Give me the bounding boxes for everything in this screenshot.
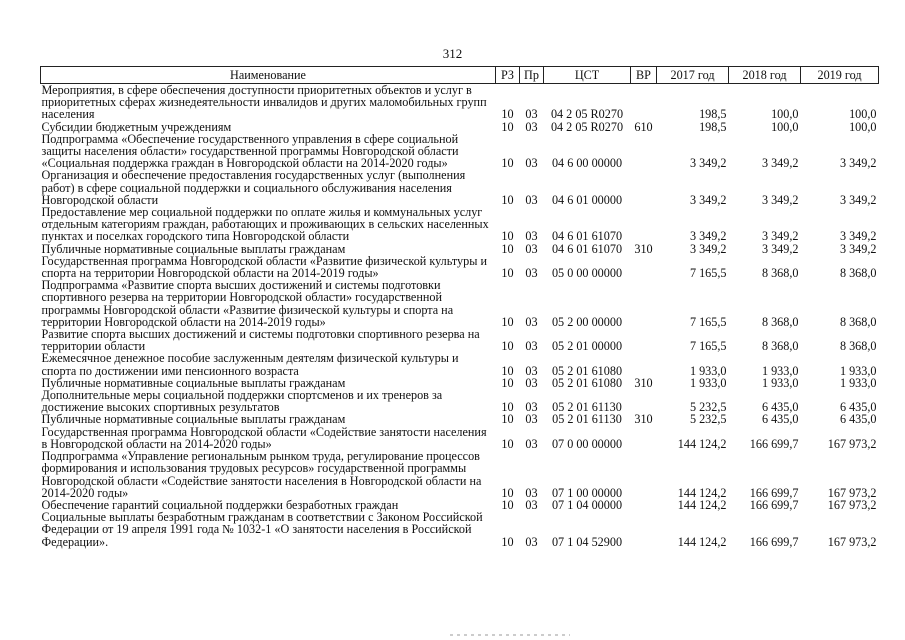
row-2019-cell: 8 368,0 [839,266,877,281]
col-header-rz: РЗ [496,67,520,84]
row-2018-cell: 166 699,7 [749,534,799,549]
row-vr-cell: 310 [634,241,653,256]
table-header-row [41,67,879,84]
row-2019-cell: 100,0 [849,107,877,122]
row-rz-cell: 10 [501,229,514,244]
table-row [41,133,879,170]
row-cst-cell: 05 2 01 61130 [552,400,622,415]
row-name-cell: Организация и обеспечение предоставления государственных услуг (выполнения работ) в сфере социальной поддержки и социального обслуживания населения Новгородской области [41,168,466,207]
row-pr-cell: 03 [525,485,538,500]
table-row [41,426,879,450]
row-name-cell: Обеспечение гарантий социальной поддержки безработных граждан [41,497,399,512]
row-rz-cell: 10 [501,485,514,500]
row-2018-cell: 6 435,0 [761,400,799,415]
row-pr-cell: 03 [525,314,538,329]
row-name-cell: Публичные нормативные социальные выплаты гражданам [41,412,346,427]
row-vr-cell: 310 [634,412,653,427]
row-vr-cell [631,169,657,206]
row-cst-cell: 04 2 05 R0270 [550,107,624,122]
row-vr-cell [631,133,657,170]
col-header-cst: ЦСТ [544,67,631,84]
row-pr-cell: 03 [525,375,538,390]
row-vr-cell [631,450,657,499]
row-name-cell: Подпрограмма «Обеспечение государственного управления в сфере социальной защиты населения области» государственной программы Новгородской области «Социальная поддержка граждан в Новгородской области на 2014-2020 годы» [41,131,459,171]
table-row [41,413,879,425]
row-vr-cell [631,206,657,243]
row-rz-cell: 10 [501,497,514,512]
row-vr-cell [631,499,657,511]
row-name-cell: Государственная программа Новгородской области «Развитие физической культуры и спорта на территории Новгородской области на 2014-2019 годы» [41,253,487,281]
row-cst-cell: 04 6 00 00000 [551,156,623,171]
row-2019-cell: 8 368,0 [839,314,877,329]
row-vr-cell [631,84,657,121]
row-2017-cell: 144 124,2 [677,534,727,549]
col-header-2019: 2019 год [801,67,879,84]
row-name-cell: Ежемесячное денежное пособие заслуженным деятелям физической культуры и спорта по достижении ими пенсионного возраста [41,351,459,378]
row-cst-cell: 04 6 01 00000 [551,192,623,207]
row-name-cell: Мероприятия, в сфере обеспечения доступности приоритетных объектов и услуг в приоритетных сферах жизнедеятельности инвалидов и других маломобильных групп населения [41,83,487,122]
row-2019-cell: 100,0 [849,119,877,134]
row-name-cell: Публичные нормативные социальные выплаты гражданам [41,241,346,256]
row-cst-cell: 04 6 01 61070 [551,241,623,256]
table-row [41,84,879,121]
row-vr-cell [631,511,657,548]
row-cst-cell: 05 2 01 61080 [551,363,623,378]
table-row [41,352,879,376]
row-cst-cell: 05 2 01 00000 [551,339,623,354]
row-2018-cell: 166 699,7 [749,497,799,512]
row-2019-cell: 3 349,2 [839,241,877,256]
row-cst-cell: 05 2 00 00000 [551,314,623,329]
row-cst-cell: 05 2 01 61080 [551,375,623,390]
row-2019-cell: 1 933,0 [839,375,877,390]
row-2018-cell: 8 368,0 [761,266,799,281]
row-cst-cell: 05 2 01 61130 [552,412,622,427]
row-name-cell: Государственная программа Новгородской области «Содействие занятости населения в Новгородской области на 2014-2020 годы» [41,424,487,451]
row-2017-cell: 3 349,2 [689,192,727,207]
row-name-cell: Социальные выплаты безработным гражданам в соответствии с Законом Российской Федерации от 19 апреля 1991 года № 1032-1 «О занятости населения в Российской Федерации». [41,510,483,549]
table-row [41,328,879,352]
row-2019-cell: 3 349,2 [839,192,877,207]
col-header-pr: Пр [520,67,544,84]
row-cst-cell: 07 1 00 00000 [551,485,623,500]
col-header-2018: 2018 год [729,67,801,84]
row-rz-cell: 10 [501,192,514,207]
row-name-cell: Публичные нормативные социальные выплаты гражданам [41,375,346,390]
row-2019-cell: 8 368,0 [839,339,877,354]
row-pr-cell: 03 [525,192,538,207]
row-rz-cell: 10 [501,339,514,354]
row-2017-cell: 5 232,5 [689,400,727,415]
table-body [41,84,879,548]
row-2019-cell: 167 973,2 [827,485,877,500]
row-2018-cell: 1 933,0 [761,375,799,390]
row-cst-cell: 04 6 01 61070 [551,229,623,244]
row-pr-cell: 03 [525,156,538,171]
row-name-cell: Предоставление мер социальной поддержки по оплате жилья и коммунальных услуг отдельным категориям граждан, работающих и проживающих в сельских населенных пунктах и поселках городского типа Новгородской области [41,205,489,244]
row-2017-cell: 144 124,2 [677,436,727,451]
row-cst-cell: 05 0 00 00000 [551,266,623,281]
row-rz-cell: 10 [501,534,514,549]
row-2019-cell: 3 349,2 [839,229,877,244]
row-rz-cell: 10 [501,436,514,451]
table-row [41,450,879,499]
row-cst-cell: 07 1 04 52900 [551,534,623,549]
row-2019-cell: 167 973,2 [827,436,877,451]
row-name-cell: Развитие спорта высших достижений и системы подготовки спортивного резерва на территории области [41,327,480,354]
row-vr-cell [631,328,657,352]
row-pr-cell: 03 [525,107,538,122]
row-2017-cell: 7 165,5 [689,266,727,281]
row-2019-cell: 167 973,2 [827,497,877,512]
row-cst-cell: 04 2 05 R0270 [550,119,624,134]
row-2018-cell: 100,0 [771,107,799,122]
row-pr-cell: 03 [525,412,538,427]
row-2018-cell: 166 699,7 [749,436,799,451]
row-name-cell: Подпрограмма «Управление региональным рынком труда, регулирование процессов формирования и использования трудовых ресурсов» государственной программы Новгородской области «Содействие занятости населения в Новгородской области на 2014-2020 годы» [41,449,482,500]
row-2017-cell: 198,5 [699,107,727,122]
row-pr-cell: 03 [525,497,538,512]
row-name-cell: Субсидии бюджетным учреждениям [41,119,232,134]
col-header-vr: ВР [631,67,657,84]
row-2017-cell: 1 933,0 [689,363,727,378]
row-vr-cell [631,426,657,450]
row-2018-cell: 100,0 [771,119,799,134]
row-2017-cell: 3 349,2 [689,229,727,244]
row-pr-cell: 03 [525,400,538,415]
row-2019-cell: 3 349,2 [839,156,877,171]
row-2018-cell: 1 933,0 [761,363,799,378]
row-2019-cell: 6 435,0 [839,400,877,415]
row-2017-cell: 3 349,2 [689,156,727,171]
col-header-name: Наименование [41,67,496,84]
row-rz-cell: 10 [501,119,514,134]
row-rz-cell: 10 [501,156,514,171]
row-name-cell: Дополнительные меры социальной поддержки спортсменов и их тренеров за достижение высоких спортивных результатов [41,388,443,415]
row-2018-cell: 8 368,0 [761,339,799,354]
row-2019-cell: 6 435,0 [839,412,877,427]
row-pr-cell: 03 [525,436,538,451]
table-row [41,389,879,413]
row-rz-cell: 10 [501,412,514,427]
row-2018-cell: 6 435,0 [761,412,799,427]
row-vr-cell [631,389,657,413]
row-pr-cell: 03 [525,266,538,281]
row-rz-cell: 10 [501,107,514,122]
page-number: 312 [442,46,463,61]
row-2018-cell: 3 349,2 [761,192,799,207]
row-rz-cell: 10 [501,241,514,256]
row-rz-cell: 10 [501,266,514,281]
table-row [41,206,879,243]
row-2018-cell: 166 699,7 [749,485,799,500]
row-2017-cell: 144 124,2 [677,485,727,500]
row-pr-cell: 03 [525,119,538,134]
row-cst-cell: 07 0 00 00000 [551,436,623,451]
table-row [41,279,879,328]
row-2017-cell: 3 349,2 [689,241,727,256]
row-2019-cell: 1 933,0 [839,363,877,378]
row-2017-cell: 198,5 [699,119,727,134]
row-2017-cell: 1 933,0 [689,375,727,390]
row-2019-cell: 167 973,2 [827,534,877,549]
row-2017-cell: 5 232,5 [689,412,727,427]
row-2018-cell: 3 349,2 [761,229,799,244]
row-rz-cell: 10 [501,314,514,329]
row-2018-cell: 3 349,2 [761,156,799,171]
row-vr-cell [631,255,657,279]
budget-table [40,66,879,548]
row-2017-cell: 7 165,5 [689,339,727,354]
row-2017-cell: 144 124,2 [677,497,727,512]
row-pr-cell: 03 [525,534,538,549]
row-2018-cell: 8 368,0 [761,314,799,329]
table-row [41,169,879,206]
table-row [41,121,879,133]
table-row [41,511,879,548]
row-2018-cell: 3 349,2 [761,241,799,256]
row-pr-cell: 03 [525,241,538,256]
row-vr-cell: 310 [634,375,653,390]
row-cst-cell: 07 1 04 00000 [551,497,623,512]
col-header-2017: 2017 год [657,67,729,84]
scan-artifact [450,634,570,636]
row-rz-cell: 10 [501,363,514,378]
table-row [41,255,879,279]
row-vr-cell [631,352,657,376]
table-row [41,243,879,255]
row-name-cell: Подпрограмма «Развитие спорта высших достижений и системы подготовки спортивного резерва на территории Новгородской области» государственной программы Новгородской области «Развитие физической культуры и спорта на территории Новгородской области на 2014-2019 годы» [41,278,454,329]
row-pr-cell: 03 [525,339,538,354]
row-vr-cell [631,279,657,328]
row-2017-cell: 7 165,5 [689,314,727,329]
row-rz-cell: 10 [501,375,514,390]
row-rz-cell: 10 [501,400,514,415]
row-pr-cell: 03 [525,363,538,378]
row-vr-cell: 610 [634,119,653,134]
row-pr-cell: 03 [525,229,538,244]
